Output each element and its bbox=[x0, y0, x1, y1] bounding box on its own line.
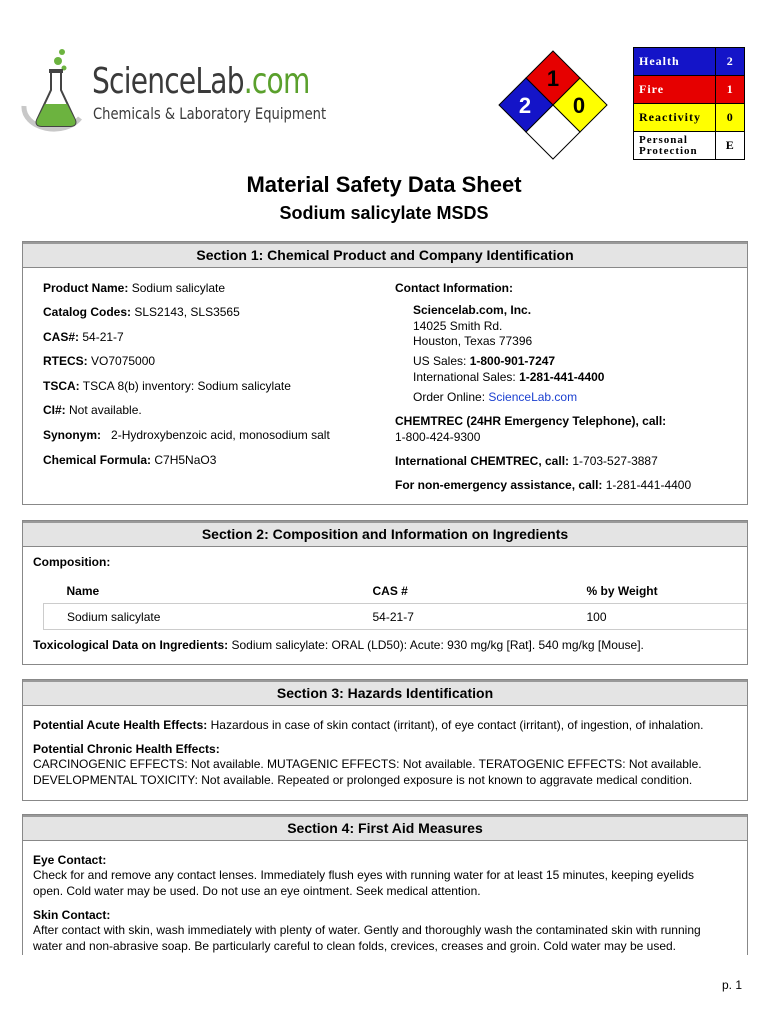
hmis-label: Health bbox=[634, 48, 716, 76]
logo-dotcom: .com bbox=[243, 61, 310, 102]
intl-sales-number: 1-281-441-4400 bbox=[519, 370, 605, 384]
nfpa-diamond bbox=[498, 47, 608, 165]
hmis-row bbox=[634, 76, 745, 104]
product-field-value: VO7075000 bbox=[87, 354, 156, 368]
chemtrec-label: CHEMTREC (24HR Emergency Telephone), call: bbox=[395, 414, 667, 428]
product-field-value: Not available. bbox=[65, 403, 142, 417]
hmis-table bbox=[633, 47, 745, 160]
hmis-value: 2 bbox=[716, 48, 745, 76]
chronic-text-2: DEVELOPMENTAL TOXICITY: Not available. Repeated or prolonged exposure is not known to aggravate medical condition. bbox=[33, 773, 693, 787]
logo-tagline: Chemicals & Laboratory Equipment bbox=[93, 104, 327, 123]
section-3-header: Section 3: Hazards Identification bbox=[23, 680, 747, 706]
product-field-label: TSCA: bbox=[43, 379, 80, 393]
flask-icon bbox=[20, 46, 90, 136]
product-field bbox=[43, 428, 330, 442]
contact-label: Contact Information: bbox=[395, 281, 513, 295]
section-1 bbox=[22, 241, 748, 505]
chemtrec-number: 1-800-424-9300 bbox=[395, 430, 481, 444]
product-field-label: Synonym: bbox=[43, 428, 102, 442]
non-emergency-number: 1-281-441-4400 bbox=[602, 478, 692, 492]
hmis-label: Reactivity bbox=[634, 104, 716, 132]
composition-cell: 54-21-7 bbox=[373, 604, 587, 630]
intl-chemtrec-number: 1-703-527-3887 bbox=[569, 454, 658, 468]
eye-contact-text-1: Check for and remove any contact lenses. Immediately flush eyes with running water for at least 15 minutes, keeping eyelids bbox=[33, 868, 695, 882]
product-field bbox=[43, 453, 216, 467]
product-field bbox=[43, 305, 240, 319]
composition-cell: Sodium salicylate bbox=[44, 604, 373, 630]
section-3 bbox=[22, 679, 748, 801]
acute-text: Hazardous in case of skin contact (irritant), of eye contact (irritant), of ingestion, of inhalation. bbox=[207, 718, 704, 732]
nfpa-flammability-value: 1 bbox=[546, 66, 560, 91]
nfpa-reactivity-value: 0 bbox=[572, 93, 586, 118]
company-name: Sciencelab.com, Inc. bbox=[413, 303, 532, 317]
product-field-label: RTECS: bbox=[43, 354, 88, 368]
product-field-value: TSCA 8(b) inventory: Sodium salicylate bbox=[79, 379, 291, 393]
section-4 bbox=[22, 814, 748, 955]
page-title: Material Safety Data Sheet bbox=[246, 172, 522, 197]
product-field-value: C7H5NaO3 bbox=[151, 453, 217, 467]
skin-contact-text-1: After contact with skin, wash immediately with plenty of water. Gently and thoroughly wash the contaminated skin with running bbox=[33, 923, 701, 937]
hmis-row bbox=[634, 48, 745, 76]
product-field bbox=[43, 281, 225, 295]
product-field-label: Chemical Formula: bbox=[43, 453, 152, 467]
hmis-label: Fire bbox=[634, 76, 716, 104]
composition-label: Composition: bbox=[33, 555, 111, 569]
section-4-header: Section 4: First Aid Measures bbox=[23, 815, 747, 841]
product-field-value: 54-21-7 bbox=[79, 330, 124, 344]
composition-column-header: Name bbox=[44, 578, 373, 604]
product-field-label: CI#: bbox=[43, 403, 66, 417]
skin-contact-text-2: water and non-abrasive soap. Be particularly careful to clean folds, crevices, creases and groin. Cold water may be used. bbox=[33, 939, 676, 953]
us-sales-number: 1-800-901-7247 bbox=[469, 354, 556, 368]
section-2-header: Section 2: Composition and Information on Ingredients bbox=[23, 521, 747, 547]
product-field-label: Catalog Codes: bbox=[43, 305, 132, 319]
hmis-row bbox=[634, 104, 745, 132]
logo bbox=[20, 46, 327, 136]
address-line-1: 14025 Smith Rd. bbox=[413, 319, 503, 333]
hmis-row bbox=[634, 132, 745, 160]
intl-chemtrec-label: International CHEMTREC, call: bbox=[395, 454, 570, 468]
hmis-value: 1 bbox=[716, 76, 745, 104]
hmis-value: E bbox=[716, 132, 745, 160]
page-number: p. 1 bbox=[722, 978, 743, 992]
address-line-2: Houston, Texas 77396 bbox=[413, 334, 533, 348]
product-field-value: SLS2143, SLS3565 bbox=[131, 305, 240, 319]
intl-sales-label: International Sales: bbox=[413, 370, 520, 384]
tox-data: Sodium salicylate: ORAL (LD50): Acute: 930 mg/kg [Rat]. 540 mg/kg [Mouse]. bbox=[228, 638, 644, 652]
nfpa-health-value: 2 bbox=[518, 93, 532, 118]
order-online-link[interactable]: ScienceLab.com bbox=[488, 390, 578, 404]
us-sales-label: US Sales: bbox=[413, 354, 470, 368]
skin-contact-label: Skin Contact: bbox=[33, 908, 111, 922]
product-field-value: Sodium salicylate bbox=[128, 281, 226, 295]
product-field bbox=[43, 330, 124, 344]
composition-table bbox=[43, 578, 747, 630]
table-row bbox=[44, 604, 748, 630]
hmis-label: Personal Protection bbox=[634, 132, 716, 160]
eye-contact-label: Eye Contact: bbox=[33, 853, 107, 867]
logo-lab: Lab bbox=[195, 61, 244, 102]
product-field-value: 2-Hydroxybenzoic acid, monosodium salt bbox=[101, 428, 330, 442]
logo-science: Science bbox=[92, 61, 196, 102]
product-field bbox=[43, 379, 291, 393]
composition-cell: 100 bbox=[587, 604, 748, 630]
product-field bbox=[43, 403, 142, 417]
tox-label: Toxicological Data on Ingredients: bbox=[33, 638, 229, 652]
product-field-label: Product Name: bbox=[43, 281, 129, 295]
chronic-text-1: CARCINOGENIC EFFECTS: Not available. MUTAGENIC EFFECTS: Not available. TERATOGENIC EFFECTS: Not available. bbox=[33, 757, 702, 771]
hmis-value: 0 bbox=[716, 104, 745, 132]
acute-label: Potential Acute Health Effects: bbox=[33, 718, 208, 732]
chronic-label: Potential Chronic Health Effects: bbox=[33, 742, 220, 756]
product-field bbox=[43, 354, 155, 368]
non-emergency-label: For non-emergency assistance, call: bbox=[395, 478, 603, 492]
section-2 bbox=[22, 520, 748, 665]
product-field-label: CAS#: bbox=[43, 330, 80, 344]
composition-column-header: % by Weight bbox=[587, 578, 748, 604]
section-1-header: Section 1: Chemical Product and Company Identification bbox=[23, 242, 747, 268]
composition-column-header: CAS # bbox=[373, 578, 587, 604]
order-online-label: Order Online: bbox=[413, 390, 489, 404]
eye-contact-text-2: open. Cold water may be used. Do not use an eye ointment. Seek medical attention. bbox=[33, 884, 481, 898]
page-subtitle: Sodium salicylate MSDS bbox=[279, 203, 489, 223]
